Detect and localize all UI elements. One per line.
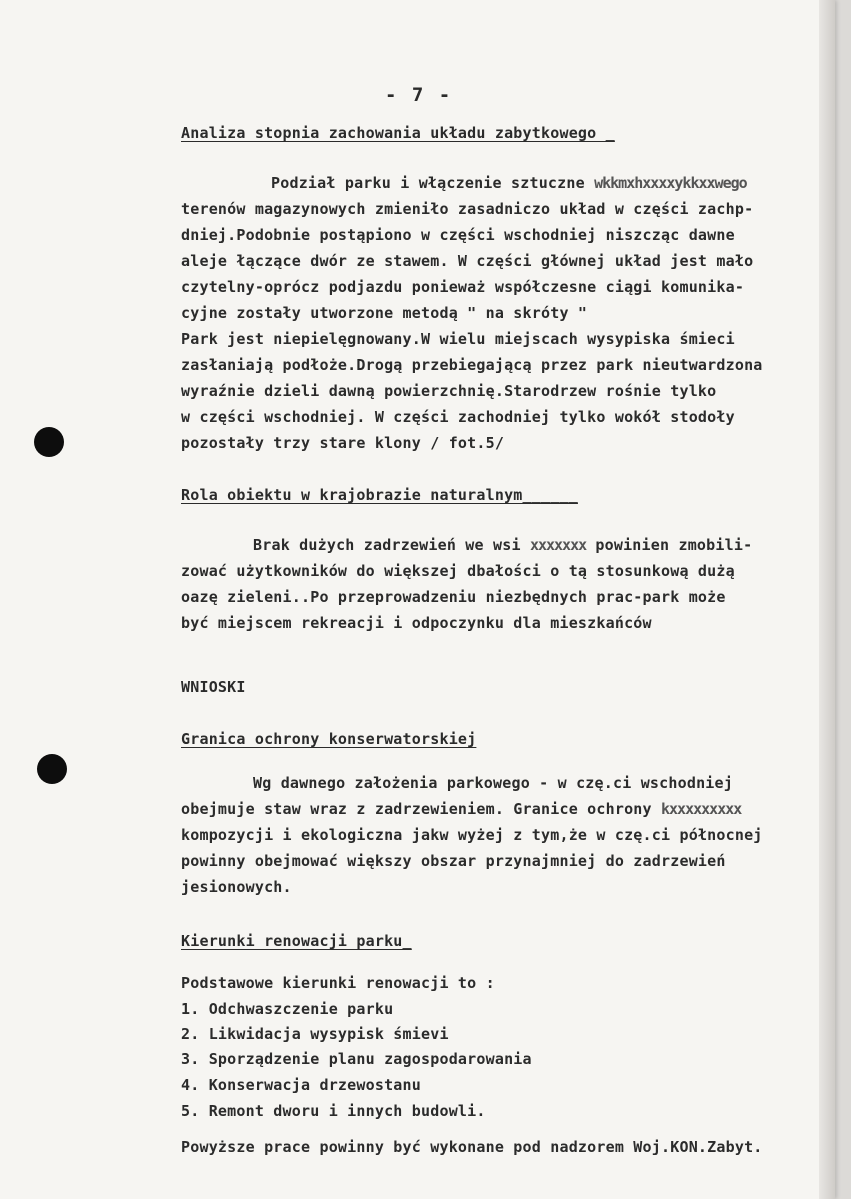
- section-heading-renovation: Kierunki renowacji parku_: [181, 932, 412, 950]
- punch-hole-bottom: [37, 754, 67, 784]
- struck-text: xxxxxxx: [529, 536, 587, 554]
- list-item: 4. Konserwacja drzewostanu: [181, 1076, 421, 1094]
- paragraph-line: cyjne zostały utworzone metodą " na skróty ": [181, 304, 588, 322]
- list-item: 5. Remont dworu i innych budowli.: [181, 1102, 486, 1120]
- paragraph-line: Wg dawnego założenia parkowego - w czę.ci wschodniej: [253, 774, 733, 792]
- paragraph-line: oazę zieleni..Po przeprowadzeniu niezbędnych prac-park może: [181, 588, 726, 606]
- paragraph-line: zować użytkowników do większej dbałości o tą stosunkową dużą: [181, 562, 735, 580]
- section-heading-protection: Granica ochrony konserwatorskiej: [181, 730, 477, 748]
- paragraph-line: wyraźnie dzieli dawną powierzchnię.Starodrzew rośnie tylko: [181, 382, 717, 400]
- paragraph-line: czytelny-oprócz podjazdu ponieważ współczesne ciągi komunika-: [181, 278, 745, 296]
- paragraph-line: aleje łączące dwór ze stawem. W części głównej układ jest mało: [181, 252, 754, 270]
- section-heading-landscape: Rola obiektu w krajobrazie naturalnym______: [181, 486, 578, 504]
- paragraph-line: pozostały trzy stare klony / fot.5/: [181, 434, 505, 452]
- paragraph-line: terenów magazynowych zmieniło zasadniczo układ w części zachp-: [181, 200, 754, 218]
- paragraph-line: powinny obejmować większy obszar przynajmniej do zadrzewień: [181, 852, 726, 870]
- page-edge: [819, 0, 835, 1199]
- paragraph-line: kompozycji i ekologiczna jakw wyżej z tym,że w czę.ci północnej: [181, 826, 763, 844]
- paragraph-line: Podział parku i włączenie sztuczne wkkmxhxxxxykkxxwego: [271, 174, 747, 192]
- paragraph-line: jesionowych.: [181, 878, 292, 896]
- page-number: - 7 -: [385, 84, 453, 106]
- paragraph-line: obejmuje staw wraz z zadrzewieniem. Granice ochrony kxxxxxxxxx: [181, 800, 742, 818]
- struck-text: wkkmxhxxxxykkxxwego: [594, 174, 747, 192]
- list-item: 3. Sporządzenie planu zagospodarowania: [181, 1050, 532, 1068]
- paragraph-line: zasłaniają podłoże.Drogą przebiegającą przez park nieutwardzona: [181, 356, 763, 374]
- list-intro: Podstawowe kierunki renowacji to :: [181, 974, 495, 992]
- punch-hole-top: [34, 427, 64, 457]
- list-item: 1. Odchwaszczenie parku: [181, 1000, 394, 1018]
- closing-line: Powyższe prace powinny być wykonane pod nadzorem Woj.KON.Zabyt.: [181, 1138, 763, 1156]
- list-item: 2. Likwidacja wysypisk śmievi: [181, 1025, 449, 1043]
- paragraph-line: Brak dużych zadrzewień we wsi xxxxxxx powinien zmobili-: [253, 536, 753, 554]
- paragraph-line: dniej.Podobnie postąpiono w części wschodniej niszcząc dawne: [181, 226, 735, 244]
- paragraph-line: Park jest niepielęgnowany.W wielu miejscach wysypiska śmieci: [181, 330, 735, 348]
- section-heading-analysis: Analiza stopnia zachowania układu zabytkowego _: [181, 124, 615, 142]
- paragraph-line: być miejscem rekreacji i odpoczynku dla mieszkańców: [181, 614, 652, 632]
- paragraph-line: w części wschodniej. W części zachodniej tylko wokół stodoły: [181, 408, 735, 426]
- struck-text: kxxxxxxxxx: [661, 800, 742, 818]
- wnioski-heading: WNIOSKI: [181, 678, 246, 696]
